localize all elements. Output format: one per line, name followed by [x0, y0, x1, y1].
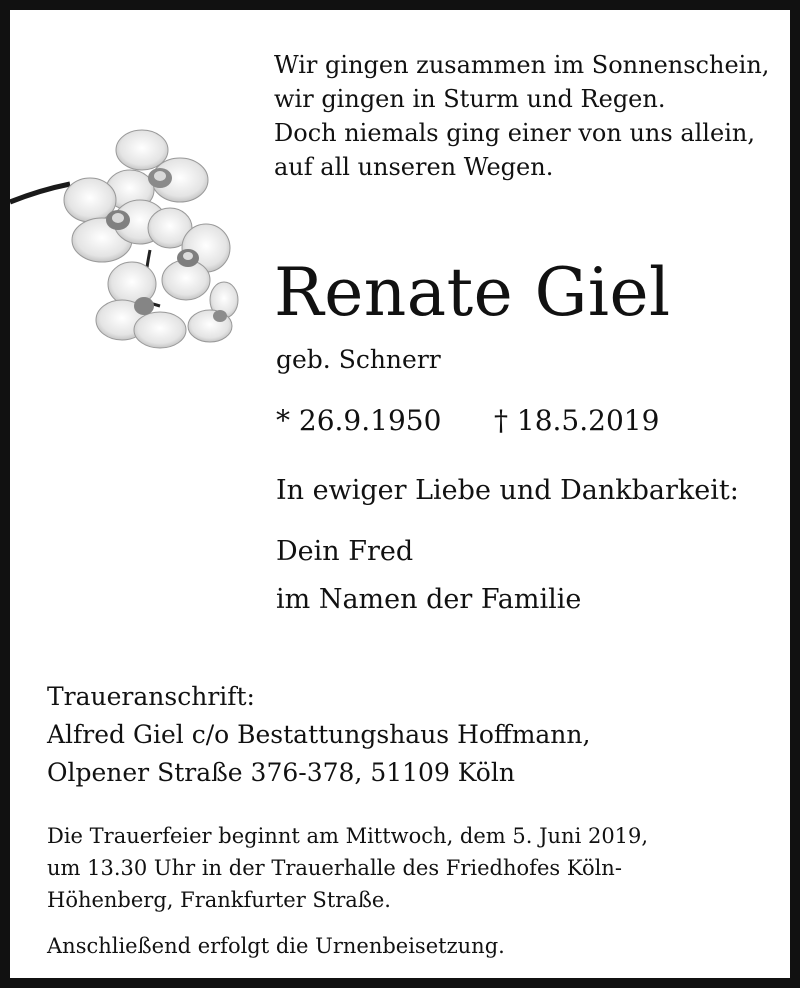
ceremony-line: Die Trauerfeier beginnt am Mittwoch, dem 5. Juni 2019,: [47, 824, 649, 848]
address-label: Traueranschrift:: [47, 682, 255, 711]
orchid-icon: [10, 120, 250, 360]
birth-date: * 26.9.1950: [276, 404, 442, 437]
poem-line: wir gingen in Sturm und Regen.: [274, 85, 666, 113]
death-date: † 18.5.2019: [494, 404, 660, 437]
ceremony-line: Höhenberg, Frankfurter Straße.: [47, 888, 391, 912]
ceremony-line: um 13.30 Uhr in der Trauerhalle des Friedhofes Köln-: [47, 856, 622, 880]
signers: [276, 528, 581, 624]
signer-line: Dein Fred: [276, 536, 414, 567]
signer-line: im Namen der Familie: [276, 584, 582, 615]
maiden-name: geb. Schnerr: [276, 345, 441, 374]
dedication: In ewiger Liebe und Dankbarkeit:: [276, 475, 739, 506]
poem-line: Wir gingen zusammen im Sonnenschein,: [274, 51, 770, 79]
mourning-address: [47, 678, 590, 792]
ceremony-info: [47, 820, 648, 916]
address-line: Alfred Giel c/o Bestattungshaus Hoffmann,: [47, 720, 591, 749]
deceased-name: Renate Giel: [274, 254, 671, 331]
address-line: Olpener Straße 376-378, 51109 Köln: [47, 758, 515, 787]
burial-note: Anschließend erfolgt die Urnenbeisetzung.: [47, 934, 505, 958]
poem-line: auf all unseren Wegen.: [274, 153, 554, 181]
poem: [274, 48, 769, 184]
poem-line: Doch niemals ging einer von uns allein,: [274, 119, 755, 147]
